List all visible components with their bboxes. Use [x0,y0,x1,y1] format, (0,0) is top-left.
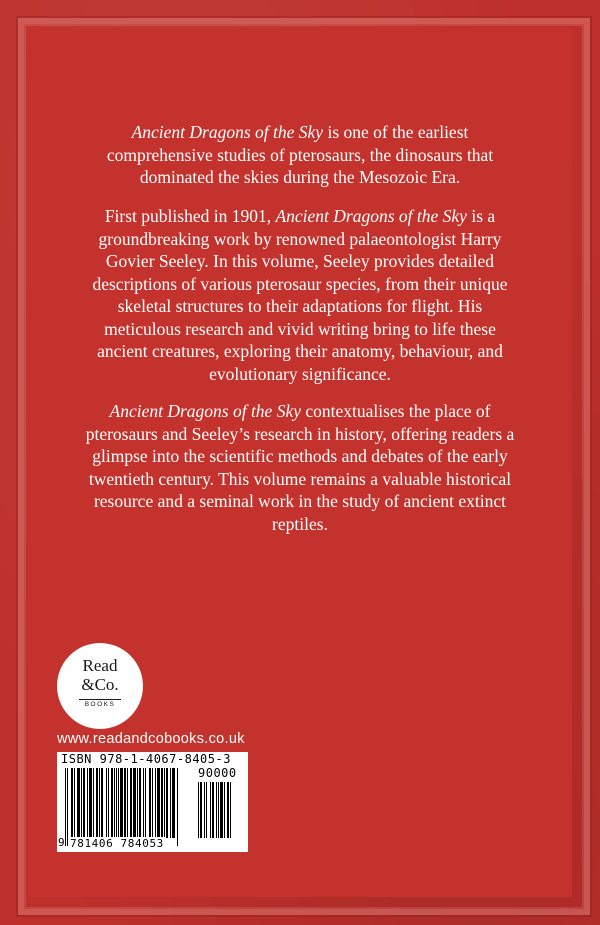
isbn-barcode [57,752,248,852]
blurb-text: is a groundbreaking work by renowned palaeontologist Harry Govier Seeley. In this volume, Seeley provides detailed descriptions of various pterosaur species, from their unique skeletal structures to their adaptations for flight. His meticulous research and vivid writing bring to life these ancient creatures, exploring their anatomy, behaviour, and evolutionary significance. [92,206,508,384]
book-title-italic: Ancient Dragons of the Sky [109,401,301,421]
logo-read: Read [82,656,118,675]
blurb-text: is one of the earliest comprehensive studies of pterosaurs, the dinosaurs that dominated the skies during the Mesozoic Era. [106,122,494,187]
isbn-text: ISBN 978-1-4067-8405-3 [61,752,231,766]
logo-and-co: &Co. [81,675,119,694]
book-title-italic: Ancient Dragons of the Sky [275,206,467,226]
barcode-addon-number: 90000 [198,766,237,780]
publisher-logo [57,643,143,729]
blurb-text: contextualises the place of pterosaurs and Seeley’s research in history, offering readers a glimpse into the scientific methods and debates of the early twentieth century. This volume remains a valuable historical resource and a seminal work in the study of ancient extinct reptiles. [85,401,515,534]
blurb-paragraph-3 [80,400,520,535]
logo-books: BOOKS [84,701,116,708]
blurb-paragraph-2 [80,205,520,385]
ean-first-digit: 9 [58,836,65,849]
barcode-bar [230,782,231,838]
logo-rule [79,699,121,700]
ean-digits: 781406 784053 [70,837,164,850]
barcode-addon-bars [198,782,244,838]
blurb-text: First published in 1901, [104,206,276,226]
publisher-website: www.readandcobooks.co.uk [57,731,245,747]
barcode-bars [65,768,193,838]
barcode-gap [178,768,179,838]
blurb-paragraph-1 [80,121,520,189]
book-title-italic: Ancient Dragons of the Sky [131,122,324,142]
